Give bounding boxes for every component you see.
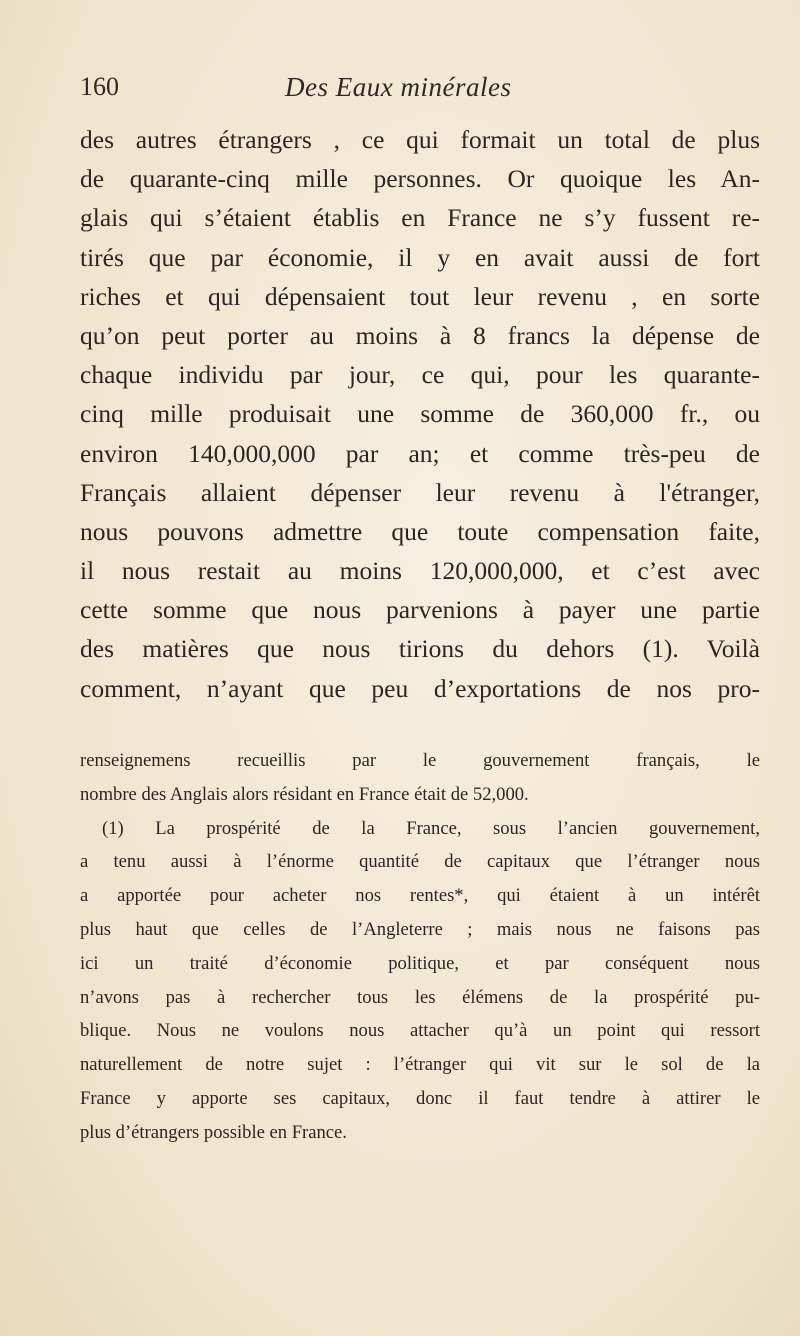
footnote-line: nombre des Anglais alors résidant en France était de 52,000. (80, 783, 529, 805)
body-line: cette somme que nous parvenions à payer une partie (80, 595, 760, 625)
body-line: riches et qui dépensaient tout leur revenu , en sorte (80, 281, 760, 311)
body-line: qu’on peut porter au moins à 8 francs la dépense de (80, 320, 760, 350)
body-line: nous pouvons admettre que toute compensation faite, (80, 516, 760, 546)
body-line: il nous restait au moins 120,000,000, et c’est avec (80, 556, 760, 586)
footnotes (80, 744, 760, 1150)
footnote-line: a apportée pour acheter nos rentes*, qui étaient à un intérêt (80, 885, 760, 907)
body-line: cinq mille produisait une somme de 360,000 fr., ou (80, 399, 760, 429)
running-head (80, 72, 760, 108)
footnote-line: plus haut que celles de l’Angleterre ; mais nous ne faisons pas (80, 918, 760, 940)
footnote-line: a tenu aussi à l’énorme quantité de capitaux que l’étranger nous (80, 851, 760, 873)
footnote-line: plus d’étrangers possible en France. (80, 1121, 347, 1143)
footnote-line: renseignemens recueillis par le gouvernement français, le (80, 750, 760, 771)
body-line: de quarante-cinq mille personnes. Or quoique les An- (80, 164, 760, 194)
running-title: Des Eaux minérales (285, 72, 512, 102)
body-line: Français allaient dépenser leur revenu à l'étranger, (80, 477, 760, 507)
body-text (80, 120, 760, 708)
body-line: environ 140,000,000 par an; et comme très-peu de (80, 438, 760, 468)
footnote-line: n’avons pas à rechercher tous les élémens de la prospérité pu- (80, 986, 760, 1008)
footnote-line: ici un traité d’économie politique, et par conséquent nous (80, 952, 760, 974)
body-line: tirés que par économie, il y en avait aussi de fort (80, 242, 760, 272)
page-number: 160 (80, 72, 119, 101)
body-line: chaque individu par jour, ce qui, pour les quarante- (80, 360, 760, 390)
body-line: glais qui s’étaient établis en France ne s’y fussent re- (80, 203, 760, 233)
footnote-line: blique. Nous ne voulons nous attacher qu’à un point qui ressort (80, 1020, 760, 1042)
footnote-line: (1) La prospérité de la France, sous l’ancien gouvernement, (102, 817, 760, 839)
body-line: des matières que nous tirions du dehors (1). Voilà (80, 634, 760, 664)
footnote-line: France y apporte ses capitaux, donc il faut tendre à attirer le (80, 1087, 760, 1109)
body-line: comment, n’ayant que peu d’exportations de nos pro- (80, 673, 760, 703)
body-line: des autres étrangers , ce qui formait un total de plus (80, 125, 760, 154)
footnote-line: naturellement de notre sujet : l’étranger qui vit sur le sol de la (80, 1054, 760, 1076)
